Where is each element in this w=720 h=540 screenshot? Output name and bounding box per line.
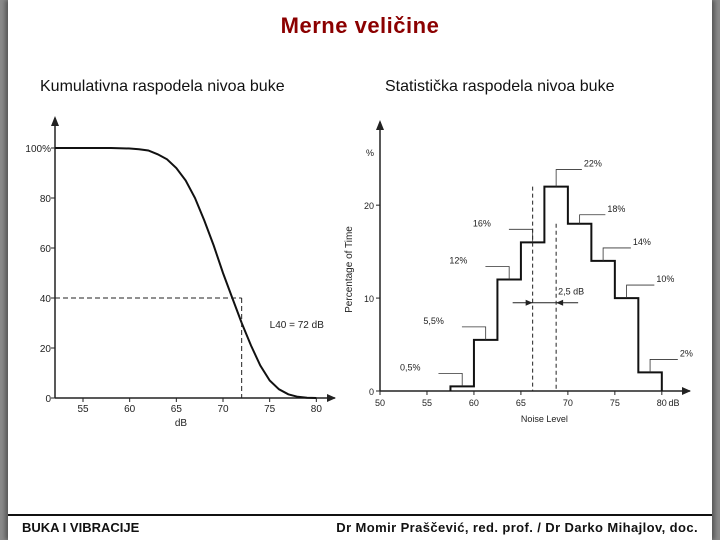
bar-label-leader xyxy=(509,229,533,242)
bar-label-leader xyxy=(438,373,462,386)
x-axis-label: dB xyxy=(174,418,188,429)
spread-annotation: 2,5 dB xyxy=(558,286,585,297)
histogram-bar xyxy=(474,340,497,391)
bar-label-leader xyxy=(580,215,606,224)
l40-annotation: L40 = 72 dB xyxy=(269,320,324,331)
histogram-bar xyxy=(615,298,638,391)
y-tick-label: 60 xyxy=(39,244,51,255)
y-tick-label: 40 xyxy=(39,294,51,305)
histogram-bar xyxy=(450,386,473,391)
x-tick-label: 65 xyxy=(515,398,526,408)
histogram-bar xyxy=(497,280,520,392)
y-tick-label: 20 xyxy=(39,344,51,355)
left-chart-subtitle: Kumulativna raspodela nivoa buke xyxy=(40,78,285,95)
y-tick-label: 10 xyxy=(363,294,374,305)
bar-value-label: 12% xyxy=(449,255,468,266)
cumulative-curve xyxy=(55,148,316,398)
y-tick-label: 100% xyxy=(25,144,51,155)
y-axis-arrow xyxy=(376,120,384,130)
x-tick-label: 55 xyxy=(421,398,432,408)
y-tick-label: 0 xyxy=(368,387,374,397)
y-axis-label: Percentage of Time xyxy=(344,226,355,313)
x-tick-label: 60 xyxy=(124,404,136,415)
y-axis-arrow xyxy=(51,116,59,126)
y-tick-label: 80 xyxy=(39,194,51,205)
cumulative-distribution-chart xyxy=(0,108,345,433)
y-unit-label: % xyxy=(365,148,375,158)
x-tick-label: 55 xyxy=(77,404,89,415)
bar-label-leader xyxy=(485,267,509,280)
x-tick-label: 80 xyxy=(310,404,322,415)
bar-value-label: 0,5% xyxy=(399,362,421,373)
y-tick-label: 0 xyxy=(45,394,51,405)
footer-course-name: BUKA I VIBRACIJE xyxy=(22,520,140,535)
statistical-distribution-chart xyxy=(335,108,705,438)
x-tick-label: 70 xyxy=(217,404,229,415)
bar-label-leader xyxy=(603,248,631,261)
bar-label-leader xyxy=(650,359,678,372)
x-tick-label: 65 xyxy=(170,404,182,415)
x-axis-label: Noise Level xyxy=(520,414,568,424)
x-unit-label: dB xyxy=(668,398,680,408)
bar-value-label: 5,5% xyxy=(423,315,444,326)
slide-title: Merne veličine xyxy=(280,13,440,38)
right-chart-subtitle: Statistička raspodela nivoa buke xyxy=(385,78,615,95)
bar-value-label: 14% xyxy=(632,236,651,247)
histogram-bar xyxy=(591,261,614,391)
x-axis-arrow xyxy=(682,387,691,395)
bar-label-leader xyxy=(556,170,582,187)
bar-label-leader xyxy=(462,327,486,340)
x-tick-label: 75 xyxy=(264,404,276,415)
x-tick-label: 60 xyxy=(468,398,479,408)
bar-value-label: 22% xyxy=(583,158,602,169)
footer-divider xyxy=(8,514,712,516)
bar-value-label: 18% xyxy=(607,203,626,214)
histogram-bar xyxy=(638,372,661,391)
bar-value-label: 2% xyxy=(679,348,693,359)
x-tick-label: 80 xyxy=(656,398,667,408)
bar-label-leader xyxy=(627,285,655,298)
bar-value-label: 16% xyxy=(472,218,491,229)
footer-authors: Dr Momir Praščević, red. prof. / Dr Darko Mihajlov, doc. xyxy=(336,520,698,535)
x-tick-label: 70 xyxy=(562,398,573,408)
x-tick-label: 75 xyxy=(609,398,620,408)
bar-value-label: 10% xyxy=(656,274,675,285)
y-tick-label: 20 xyxy=(363,201,374,212)
histogram-bar xyxy=(568,224,591,391)
x-tick-label: 50 xyxy=(374,398,386,408)
